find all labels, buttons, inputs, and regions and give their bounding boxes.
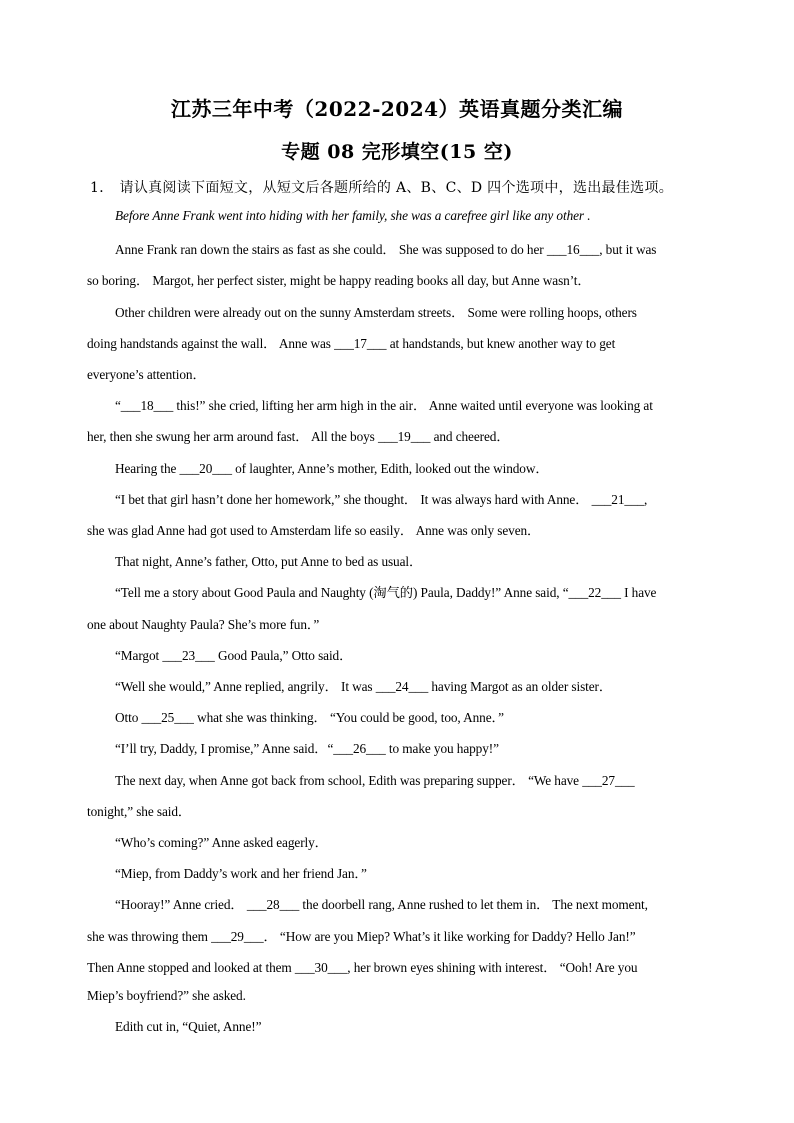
passage-line: tonight,” she said．	[87, 804, 192, 819]
passage-line: Other children were already out on the sunny Amsterdam streets． Some were rolling hoops, others	[115, 305, 637, 320]
passage-line: Miep’s boyfriend?” she asked.	[87, 988, 246, 1003]
passage-line: “Who’s coming?” Anne asked eagerly．	[115, 835, 328, 850]
passage-line: doing handstands against the wall． Anne was ___17___ at handstands, but knew another way to get	[87, 336, 616, 351]
passage-line: Otto ___25___ what she was thinking． “You could be good, too, Anne．”	[115, 710, 504, 725]
document-title: 江苏三年中考（2022-2024）英语真题分类汇编	[170, 97, 624, 121]
passage-line: Anne Frank ran down the stairs as fast as she could． She was supposed to do her ___16___, but it was	[115, 242, 657, 257]
passage-line: “Tell me a story about Good Paula and Naughty (淘气的) Paula, Daddy!” Anne said, “___22___ I have	[115, 585, 657, 600]
passage-line: “___18___ this!” she cried, lifting her arm high in the air． Anne waited until everyone was looking at	[115, 398, 653, 413]
instruction-text: 请认真阅读下面短文，从短文后各题所给的 A、B、C、D 四个选项中，选出最佳选项。	[119, 180, 674, 196]
passage-line: everyone’s attention．	[87, 367, 206, 382]
passage-line: Before Anne Frank went into hiding with her family, she was a carefree girl like any other .	[115, 208, 591, 223]
passage-line: “Well she would,” Anne replied, angrily． It was ___24___ having Margot as an older sister．	[115, 679, 613, 694]
passage-line: Hearing the ___20___ of laughter, Anne’s mother, Edith, looked out the window．	[115, 461, 549, 476]
passage-line: Then Anne stopped and looked at them ___30___, her brown eyes shining with interest． “Ooh! Are you	[87, 960, 638, 975]
passage-line: “Miep, from Daddy’s work and her friend Jan．”	[115, 866, 367, 881]
passage-line: her, then she swung her arm around fast． All the boys ___19___ and cheered．	[87, 429, 510, 444]
passage-line: The next day, when Anne got back from school, Edith was preparing supper． “We have ___27___	[115, 773, 635, 788]
passage-line: “Margot ___23___ Good Paula,” Otto said．	[115, 648, 353, 663]
passage-line: Edith cut in, “Quiet, Anne!”	[115, 1019, 262, 1034]
passage-line: she was throwing them ___29___． “How are you Miep? What’s it like working for Daddy? Hello Jan!”	[87, 929, 636, 944]
passage-line: “I bet that girl hasn’t done her homework,” she thought． It was always hard with Anne． ___21___,	[115, 492, 648, 507]
passage-line: she was glad Anne had got used to Amsterdam life so easily． Anne was only seven．	[87, 523, 541, 538]
passage-line: “Hooray!” Anne cried． ___28___ the doorbell rang, Anne rushed to let them in． The next moment,	[115, 897, 648, 912]
passage-line: “I’ll try, Daddy, I promise,” Anne said．“___26___ to make you happy!”	[115, 741, 499, 756]
passage-line: so boring． Margot, her perfect sister, might be happy reading books all day, but Anne wasn’t．	[87, 273, 591, 288]
passage-line: one about Naughty Paula? She’s more fun．”	[87, 617, 320, 632]
question-number: 1．	[90, 180, 114, 196]
question-instruction	[90, 177, 673, 197]
passage-line: That night, Anne’s father, Otto, put Anne to bed as usual．	[115, 554, 423, 569]
document-subtitle: 专题 08 完形填空(15 空)	[281, 141, 513, 163]
